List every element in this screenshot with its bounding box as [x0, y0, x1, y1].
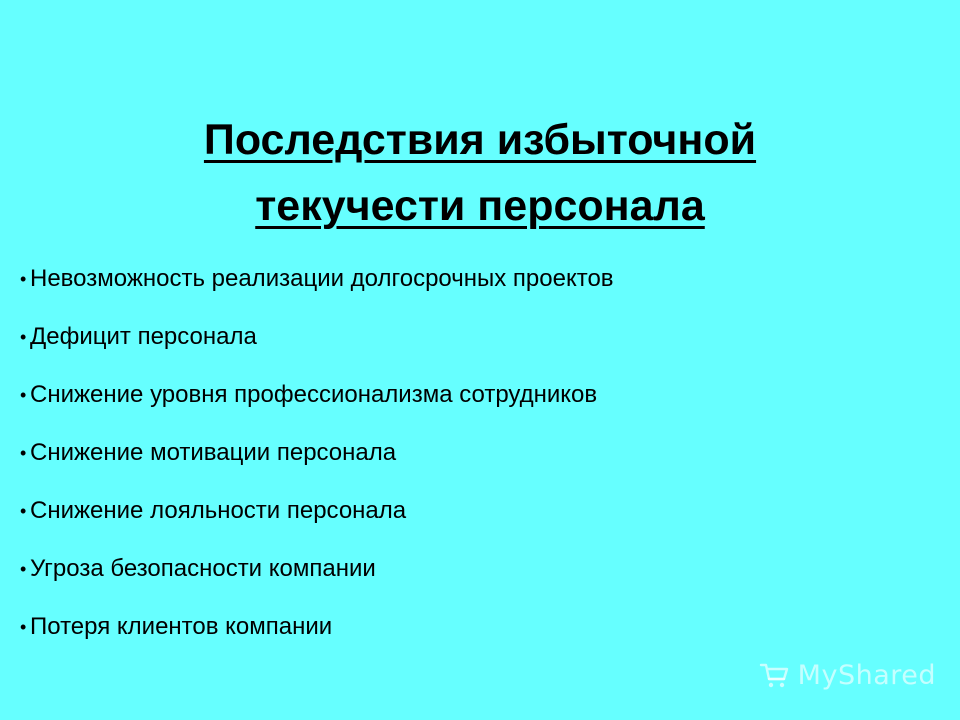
consequences-list: [20, 254, 900, 660]
bullet-marker: •: [20, 385, 27, 405]
list-item: [20, 544, 900, 602]
bullet-marker: •: [20, 559, 27, 579]
slide-title-line-2: текучести персонала: [255, 181, 705, 230]
watermark: [758, 658, 936, 692]
list-item: [20, 370, 900, 428]
bullet-marker: •: [20, 443, 27, 463]
shopping-cart-icon: [758, 658, 792, 692]
list-item-text: Снижение уровня профессионализма сотрудников: [30, 381, 598, 408]
list-item-text: Угроза безопасности компании: [30, 555, 376, 582]
list-item-text: Потеря клиентов компании: [30, 613, 333, 640]
bullet-marker: •: [20, 327, 27, 347]
slide-title: [0, 107, 960, 239]
bullet-marker: •: [20, 501, 27, 521]
list-item: [20, 254, 900, 312]
list-item: [20, 602, 900, 660]
list-item: [20, 486, 900, 544]
list-item: [20, 312, 900, 370]
bullet-marker: •: [20, 617, 27, 637]
watermark-text: MyShared: [797, 659, 936, 691]
slide-title-line-1: Последствия избыточной: [203, 115, 757, 164]
list-item: [20, 428, 900, 486]
list-item-text: Невозможность реализации долгосрочных проектов: [30, 265, 614, 292]
list-item-text: Дефицит персонала: [30, 323, 257, 350]
list-item-text: Снижение мотивации персонала: [30, 439, 397, 466]
list-item-text: Снижение лояльности персонала: [30, 497, 407, 524]
bullet-marker: •: [20, 269, 27, 289]
